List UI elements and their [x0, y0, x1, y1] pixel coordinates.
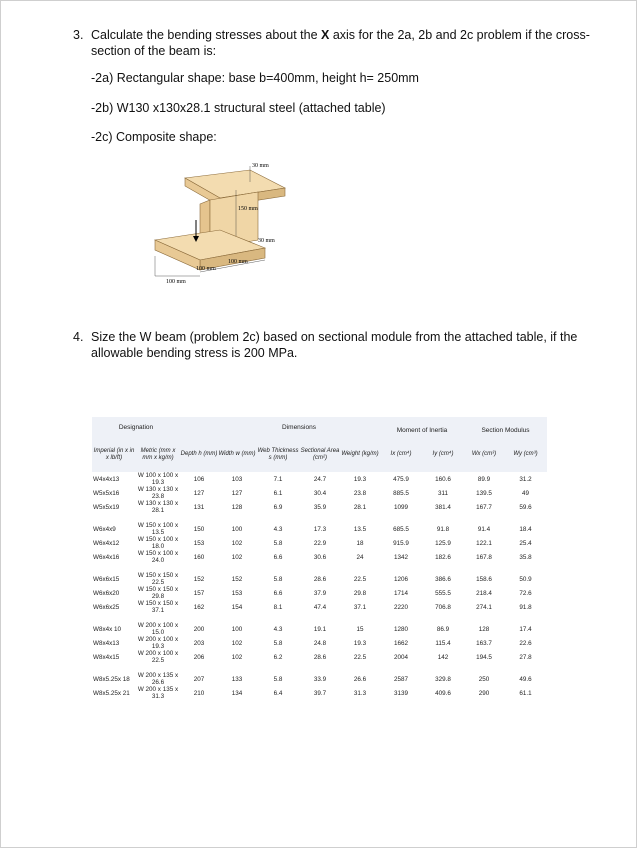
table-cell: 17.3 — [313, 525, 327, 533]
table-cell: 35.9 — [313, 503, 327, 511]
table-cell: 100 — [231, 625, 243, 633]
table-cell: 133 — [231, 675, 243, 683]
table-cell: 210 — [193, 689, 205, 697]
table-cell: 128 — [231, 503, 243, 511]
table-cell: 5.8 — [273, 575, 283, 583]
table-cell: 106 — [193, 475, 205, 483]
row-gap — [92, 614, 547, 622]
table-cell: 100 — [231, 525, 243, 533]
table-cell: W6x6x20 — [93, 589, 120, 597]
table-row — [92, 636, 547, 650]
row-gap — [92, 514, 547, 522]
question-3-text — [91, 27, 611, 59]
table-row — [92, 572, 547, 586]
table-cell: 59.6 — [519, 503, 532, 511]
table-cell: 86.9 — [436, 625, 450, 633]
table-body — [92, 472, 547, 700]
table-cell: 30.4 — [313, 489, 327, 497]
part-2b: -2b) W130 x130x28.1 structural steel (attached table) — [91, 101, 386, 115]
part-2a: -2a) Rectangular shape: base b=400mm, height h= 250mm — [91, 71, 419, 85]
table-cell: 162 — [193, 603, 205, 611]
table-cell: W 150 x 150 x 29.8 — [137, 586, 179, 600]
col-web: Web Thickness s (mm) — [256, 438, 300, 472]
table-cell: 290 — [478, 689, 490, 697]
table-cell: 18 — [356, 539, 364, 547]
table-cell: 6.6 — [273, 589, 283, 597]
table-cell: 89.9 — [477, 475, 491, 483]
dim-web-150mm: 150 mm — [238, 206, 258, 212]
table-cell: W 150 x 100 x 18.0 — [137, 536, 179, 550]
table-cell: 142 — [437, 653, 449, 661]
table-cell: 102 — [231, 539, 243, 547]
table-row — [92, 536, 547, 550]
table-cell: 163.7 — [476, 639, 492, 647]
table-cell: 381.4 — [435, 503, 451, 511]
table-cell: 160.6 — [435, 475, 451, 483]
table-row — [92, 686, 547, 700]
table-cell: 28.6 — [313, 653, 327, 661]
table-row — [92, 550, 547, 564]
table-cell: W4x4x13 — [93, 475, 120, 483]
table-cell: 6.1 — [273, 489, 283, 497]
table-cell: 125.9 — [435, 539, 451, 547]
table-cell: 91.8 — [436, 525, 450, 533]
col-iy: Iy (cm⁴) — [422, 438, 464, 472]
table-cell: 1099 — [393, 503, 408, 511]
table-cell: 27.8 — [519, 653, 532, 661]
table-cell: 685.5 — [393, 525, 409, 533]
table-cell: 274.1 — [476, 603, 492, 611]
table-cell: 26.6 — [353, 675, 367, 683]
table-cell: 17.4 — [519, 625, 532, 633]
dim-depth1-100mm: 100 mm — [196, 266, 216, 272]
table-cell: 35.8 — [519, 553, 532, 561]
table-cell: 19.3 — [353, 475, 367, 483]
table-cell: 203 — [193, 639, 205, 647]
table-cell: W 150 x 150 x 37.1 — [137, 600, 179, 614]
col-weight: Weight (kg/m) — [340, 438, 380, 472]
col-depth: Depth h (mm) — [180, 438, 218, 472]
header-inertia: Moment of Inertia — [380, 417, 464, 438]
table-cell: 28.6 — [313, 575, 327, 583]
table-cell: 1714 — [393, 589, 408, 597]
table-cell: W 130 x 130 x 28.1 — [137, 500, 179, 514]
table-cell: 154 — [231, 603, 243, 611]
col-wx: Wx (cm³) — [464, 438, 504, 472]
table-cell: 157 — [193, 589, 205, 597]
table-cell: 475.9 — [393, 475, 409, 483]
table-cell: 22.9 — [313, 539, 327, 547]
table-cell: W6x4x12 — [93, 539, 120, 547]
row-gap — [92, 564, 547, 572]
dim-flange-100mm: 100 mm — [228, 259, 248, 265]
col-wy: Wy (cm³) — [504, 438, 547, 472]
part-2c: -2c) Composite shape: — [91, 130, 217, 144]
question-3-number: 3. — [73, 28, 84, 42]
table-cell: 24.8 — [313, 639, 327, 647]
table-cell: 134 — [231, 689, 243, 697]
table-cell: 8.1 — [273, 603, 283, 611]
dim-web-30mm: 30 mm — [258, 238, 275, 244]
table-cell: 15 — [356, 625, 364, 633]
table-cell: 72.6 — [519, 589, 532, 597]
table-row — [92, 672, 547, 686]
table-cell: W 150 x 100 x 13.5 — [137, 522, 179, 536]
table-cell: 19.1 — [313, 625, 327, 633]
table-cell: 5.8 — [273, 675, 283, 683]
table-cell: 19.3 — [353, 639, 367, 647]
table-cell: 115.4 — [435, 639, 451, 647]
table-cell: 30.6 — [313, 553, 327, 561]
table-cell: 3139 — [393, 689, 408, 697]
table-cell: 182.6 — [435, 553, 451, 561]
col-metric: Metric (mm x mm x kg/m) — [136, 438, 180, 472]
header-modulus: Section Modulus — [464, 417, 547, 438]
table-cell: 29.8 — [353, 589, 367, 597]
table-cell: 49 — [521, 489, 529, 497]
dim-top-30mm: 30 mm — [252, 163, 269, 169]
table-cell: W8x4x 10 — [93, 625, 121, 633]
table-cell: 39.7 — [313, 689, 327, 697]
table-cell: 386.6 — [435, 575, 451, 583]
question-4-text: Size the W beam (problem 2c) based on sectional module from the attached table, if the allowable bending stress is 200 MPa. — [91, 330, 578, 360]
table-cell: 409.6 — [435, 689, 451, 697]
table-cell: 91.4 — [477, 525, 491, 533]
table-cell: W 200 x 100 x 19.3 — [137, 636, 179, 650]
table-cell: 5.8 — [273, 639, 283, 647]
table-cell: W 150 x 150 x 22.5 — [137, 572, 179, 586]
table-cell: 218.4 — [476, 589, 492, 597]
table-cell: 167.7 — [476, 503, 492, 511]
table-cell: 122.1 — [476, 539, 492, 547]
col-ix: Ix (cm⁴) — [380, 438, 422, 472]
table-cell: 167.8 — [476, 553, 492, 561]
table-row — [92, 650, 547, 664]
table-cell: 1280 — [393, 625, 408, 633]
table-cell: 158.6 — [476, 575, 492, 583]
table-cell: W8x4x15 — [93, 653, 120, 661]
table-cell: 47.4 — [313, 603, 327, 611]
col-width: Width w (mm) — [218, 438, 256, 472]
table-cell: 102 — [231, 639, 243, 647]
table-cell: 61.1 — [519, 689, 532, 697]
table-cell: 1206 — [393, 575, 408, 583]
table-cell: 4.3 — [273, 625, 283, 633]
table-cell: 311 — [437, 489, 449, 497]
table-cell: 25.4 — [519, 539, 532, 547]
table-row — [92, 486, 547, 500]
question-3-text-a: Calculate the bending stresses about the — [91, 28, 322, 42]
table-cell: W6x6x15 — [93, 575, 120, 583]
w-beam-table — [92, 417, 547, 700]
table-cell: 103 — [231, 475, 243, 483]
table-cell: W6x4x9 — [93, 525, 116, 533]
table-cell: 200 — [193, 625, 205, 633]
table-cell: 885.5 — [393, 489, 409, 497]
table-cell: 139.5 — [476, 489, 492, 497]
col-area: Sectional Area (cm²) — [300, 438, 340, 472]
header-designation: Designation — [92, 417, 180, 438]
question-3-axis: X — [321, 28, 330, 42]
table-cell: 18.4 — [519, 525, 532, 533]
table-cell: W5x5x19 — [93, 503, 120, 511]
table-cell: W 200 x 100 x 15.0 — [137, 622, 179, 636]
table-row — [92, 586, 547, 600]
header-dimensions: Dimensions — [218, 417, 380, 438]
table-cell: W8x5.25x 18 — [93, 675, 130, 683]
table-cell: 50.9 — [519, 575, 532, 583]
table-cell: 127 — [193, 489, 205, 497]
table-cell: 131 — [193, 503, 205, 511]
table-cell: W 200 x 135 x 31.3 — [137, 686, 179, 700]
table-cell: 22.6 — [519, 639, 532, 647]
table-cell: 6.9 — [273, 503, 283, 511]
table-cell: 22.5 — [353, 653, 367, 661]
table-cell: 2004 — [393, 653, 408, 661]
table-cell: 6.4 — [273, 689, 283, 697]
table-cell: 150 — [193, 525, 205, 533]
table-cell: 6.2 — [273, 653, 283, 661]
table-cell: W 200 x 135 x 26.6 — [137, 672, 179, 686]
question-4-number: 4. — [73, 330, 84, 344]
table-cell: W8x5.25x 21 — [93, 689, 130, 697]
table-cell: 22.5 — [353, 575, 367, 583]
table-cell: 1342 — [393, 553, 408, 561]
table-cell: W6x6x25 — [93, 603, 120, 611]
table-cell: 91.8 — [519, 603, 532, 611]
table-cell: 915.9 — [393, 539, 409, 547]
table-cell: 4.3 — [273, 525, 283, 533]
table-cell: 2220 — [393, 603, 408, 611]
table-cell: 102 — [231, 653, 243, 661]
table-cell: 127 — [231, 489, 243, 497]
table-cell: 13.5 — [353, 525, 367, 533]
table-cell: 706.8 — [435, 603, 451, 611]
col-imperial: Imperial (in x in x lb/ft) — [92, 438, 136, 472]
table-cell: 5.8 — [273, 539, 283, 547]
table-cell: W5x5x16 — [93, 489, 120, 497]
table-cell: 206 — [193, 653, 205, 661]
table-row — [92, 522, 547, 536]
table-cell: W 100 x 100 x 19.3 — [137, 472, 179, 486]
table-cell: 24 — [356, 553, 364, 561]
dim-depth2-100mm: 100 mm — [166, 279, 186, 285]
table-cell: 102 — [231, 553, 243, 561]
table-cell: 160 — [193, 553, 205, 561]
question-3-text-b: axis for the 2a, 2b and 2c problem if the cross-section of the beam is: — [91, 28, 590, 58]
table-cell: 33.9 — [313, 675, 327, 683]
table-cell: W 130 x 130 x 23.8 — [137, 486, 179, 500]
table-cell: 31.3 — [353, 689, 367, 697]
table-cell: 31.2 — [519, 475, 532, 483]
table-cell: 1662 — [393, 639, 408, 647]
table-cell: 250 — [478, 675, 490, 683]
table-cell: 329.8 — [435, 675, 451, 683]
table-cell: W 200 x 100 x 22.5 — [137, 650, 179, 664]
table-cell: 207 — [193, 675, 205, 683]
row-gap — [92, 664, 547, 672]
table-cell: 153 — [193, 539, 205, 547]
table-cell: 152 — [231, 575, 243, 583]
table-cell: 152 — [193, 575, 205, 583]
table-cell: 7.1 — [273, 475, 283, 483]
table-cell: 28.1 — [353, 503, 367, 511]
table-cell: W8x4x13 — [93, 639, 120, 647]
table-cell: 6.6 — [273, 553, 283, 561]
table-cell: 24.7 — [313, 475, 327, 483]
table-row — [92, 622, 547, 636]
table-cell: 23.8 — [353, 489, 367, 497]
table-cell: 194.5 — [476, 653, 492, 661]
table-cell: W6x4x16 — [93, 553, 120, 561]
composite-beam-figure — [140, 160, 300, 290]
table-cell: 2587 — [393, 675, 408, 683]
table-cell: W 150 x 100 x 24.0 — [137, 550, 179, 564]
table-cell: 37.9 — [313, 589, 327, 597]
table-row — [92, 472, 547, 486]
table-cell: 153 — [231, 589, 243, 597]
table-row — [92, 500, 547, 514]
table-cell: 555.5 — [435, 589, 451, 597]
table-cell: 37.1 — [353, 603, 367, 611]
table-row — [92, 600, 547, 614]
table-cell: 128 — [478, 625, 490, 633]
table-cell: 49.6 — [519, 675, 532, 683]
